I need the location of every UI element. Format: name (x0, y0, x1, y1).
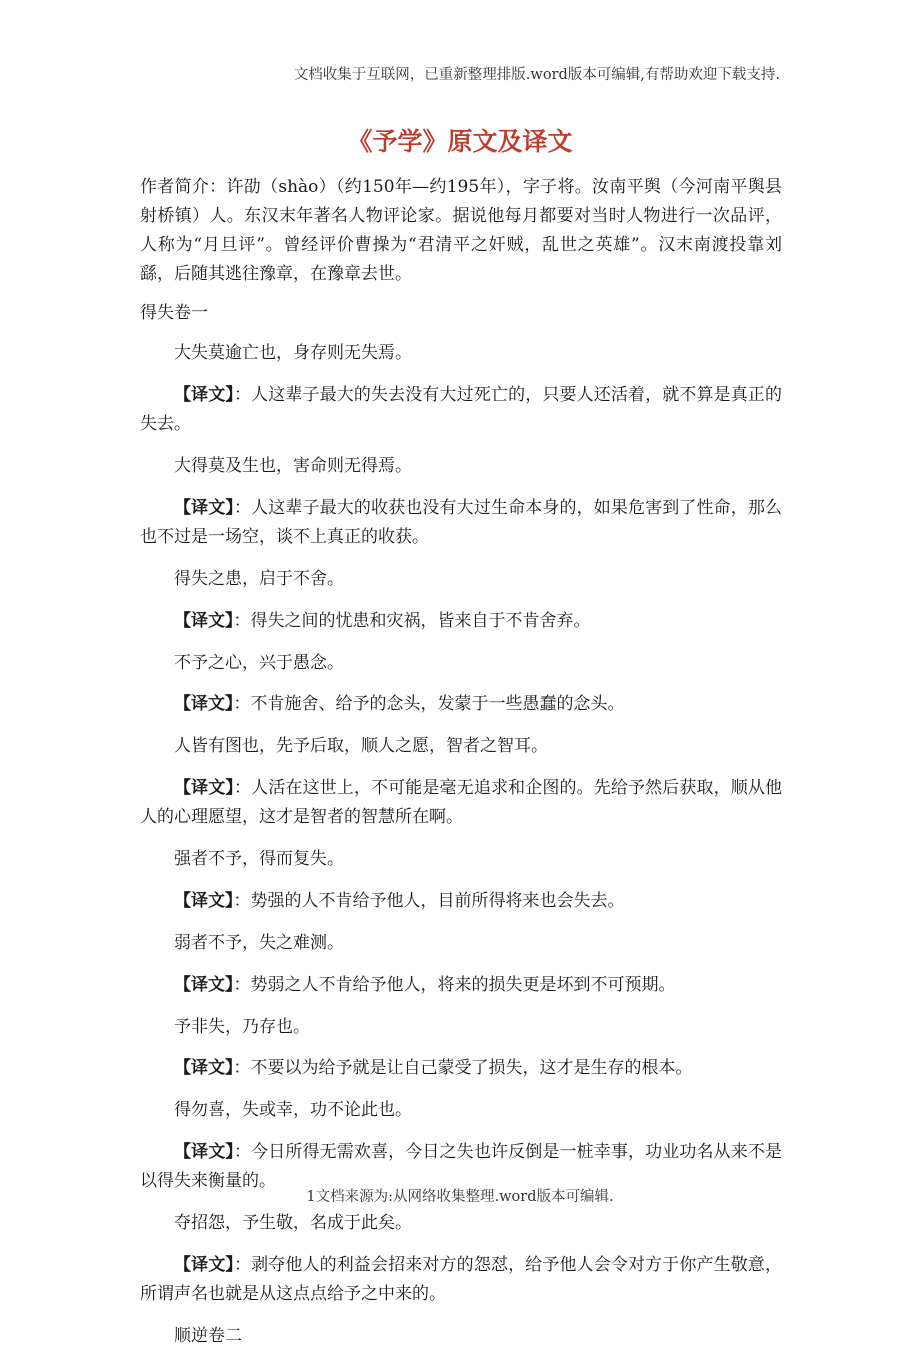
translation-text: ：势弱之人不肯给予他人，将来的损失更是坏到不可预期。 (233, 974, 676, 995)
original-text: 大失莫逾亡也，身存则无失焉。 (174, 343, 412, 364)
translation-paragraph (140, 494, 782, 552)
translation-label: 【译文】 (174, 1142, 235, 1163)
translation-paragraph (140, 1054, 782, 1083)
translation-paragraph (140, 971, 782, 1000)
translation-text: ：得失之间的忧患和灾祸，皆来自于不肯舍弃。 (233, 610, 591, 631)
original-text: 得勿喜，失或幸，功不论此也。 (174, 1100, 412, 1121)
original-text: 得失之患，启于不舍。 (174, 568, 344, 589)
translation-paragraph (140, 774, 782, 832)
translation-label: 【译文】 (174, 1254, 235, 1275)
translation-label: 【译文】 (174, 610, 234, 631)
translation-text: ：人活在这世上，不可能是毫无追求和企图的。先给予然后获取，顺从他人的心理愿望，这才是智者的智慧所在啊。 (140, 778, 782, 828)
section-heading-1: 得失卷一 (140, 302, 208, 323)
translation-text: ：不要以为给予就是让自己蒙受了损失，这才是生存的根本。 (233, 1058, 693, 1079)
translation-paragraph (140, 690, 782, 719)
original-text: 人皆有图也，先予后取，顺人之愿，智者之智耳。 (174, 736, 548, 757)
original-text: 夺招怨，予生敬，名成于此矣。 (174, 1213, 412, 1234)
translation-label: 【译文】 (174, 890, 234, 911)
translation-text: ：剥夺他人的利益会招来对方的怨怼，给予他人会令对方于你产生敬意，所谓声名也就是从这点点给予之中来的。 (140, 1254, 782, 1304)
translation-label: 【译文】 (174, 778, 235, 799)
section-heading-2: 顺逆卷二 (174, 1325, 242, 1346)
translation-label: 【译文】 (174, 385, 235, 406)
header-note: 文档收集于互联网，已重新整理排版.word版本可编辑,有帮助欢迎下载支持. (293, 67, 780, 83)
translation-paragraph (140, 381, 782, 439)
translation-label: 【译文】 (174, 974, 234, 995)
translation-paragraph (140, 607, 782, 636)
translation-paragraph (140, 887, 782, 916)
original-text: 不予之心，兴于愚念。 (174, 652, 344, 673)
original-text: 强者不予，得而复失。 (174, 849, 344, 870)
translation-label: 【译文】 (174, 694, 234, 715)
translation-paragraph (140, 1251, 782, 1309)
translation-text: ：不肯施舍、给予的念头，发蒙于一些愚蠢的念头。 (233, 694, 625, 715)
document-title: 《予学》原文及译文 (347, 127, 573, 156)
footer-note: 1文档来源为:从网络收集整理.word版本可编辑. (306, 1189, 614, 1205)
original-text: 予非失，乃存也。 (174, 1016, 310, 1037)
translation-text: ：今日所得无需欢喜，今日之失也许反倒是一桩幸事，功业功名从来不是以得失来衡量的。 (140, 1142, 782, 1192)
author-intro: 作者简介：许劭（shào）（约150年—约195年），字子将。汝南平舆（今河南平舆县射桥镇）人。东汉末年著名人物评论家。据说他每月都要对当时人物进行一次品评，人称为“月旦评”。曾经评价曹操为“君清平之奸贼，乱世之英雄”。汉末南渡投靠刘繇，后随其逃往豫章，在豫章去世。 (140, 177, 782, 284)
translation-text: ：人这辈子最大的收获也没有大过生命本身的，如果危害到了性命，那么也不过是一场空，谈不上真正的收获。 (140, 498, 782, 547)
original-text: 大得莫及生也，害命则无得焉。 (174, 456, 412, 477)
translation-label: 【译文】 (174, 1058, 234, 1079)
document-body (140, 173, 782, 1351)
original-text: 弱者不予，失之难测。 (174, 932, 344, 953)
translation-text: ：势强的人不肯给予他人，目前所得将来也会失去。 (233, 890, 625, 911)
translation-label: 【译文】 (174, 498, 235, 519)
translation-text: ：人这辈子最大的失去没有大过死亡的，只要人还活着，就不算是真正的失去。 (140, 385, 782, 435)
